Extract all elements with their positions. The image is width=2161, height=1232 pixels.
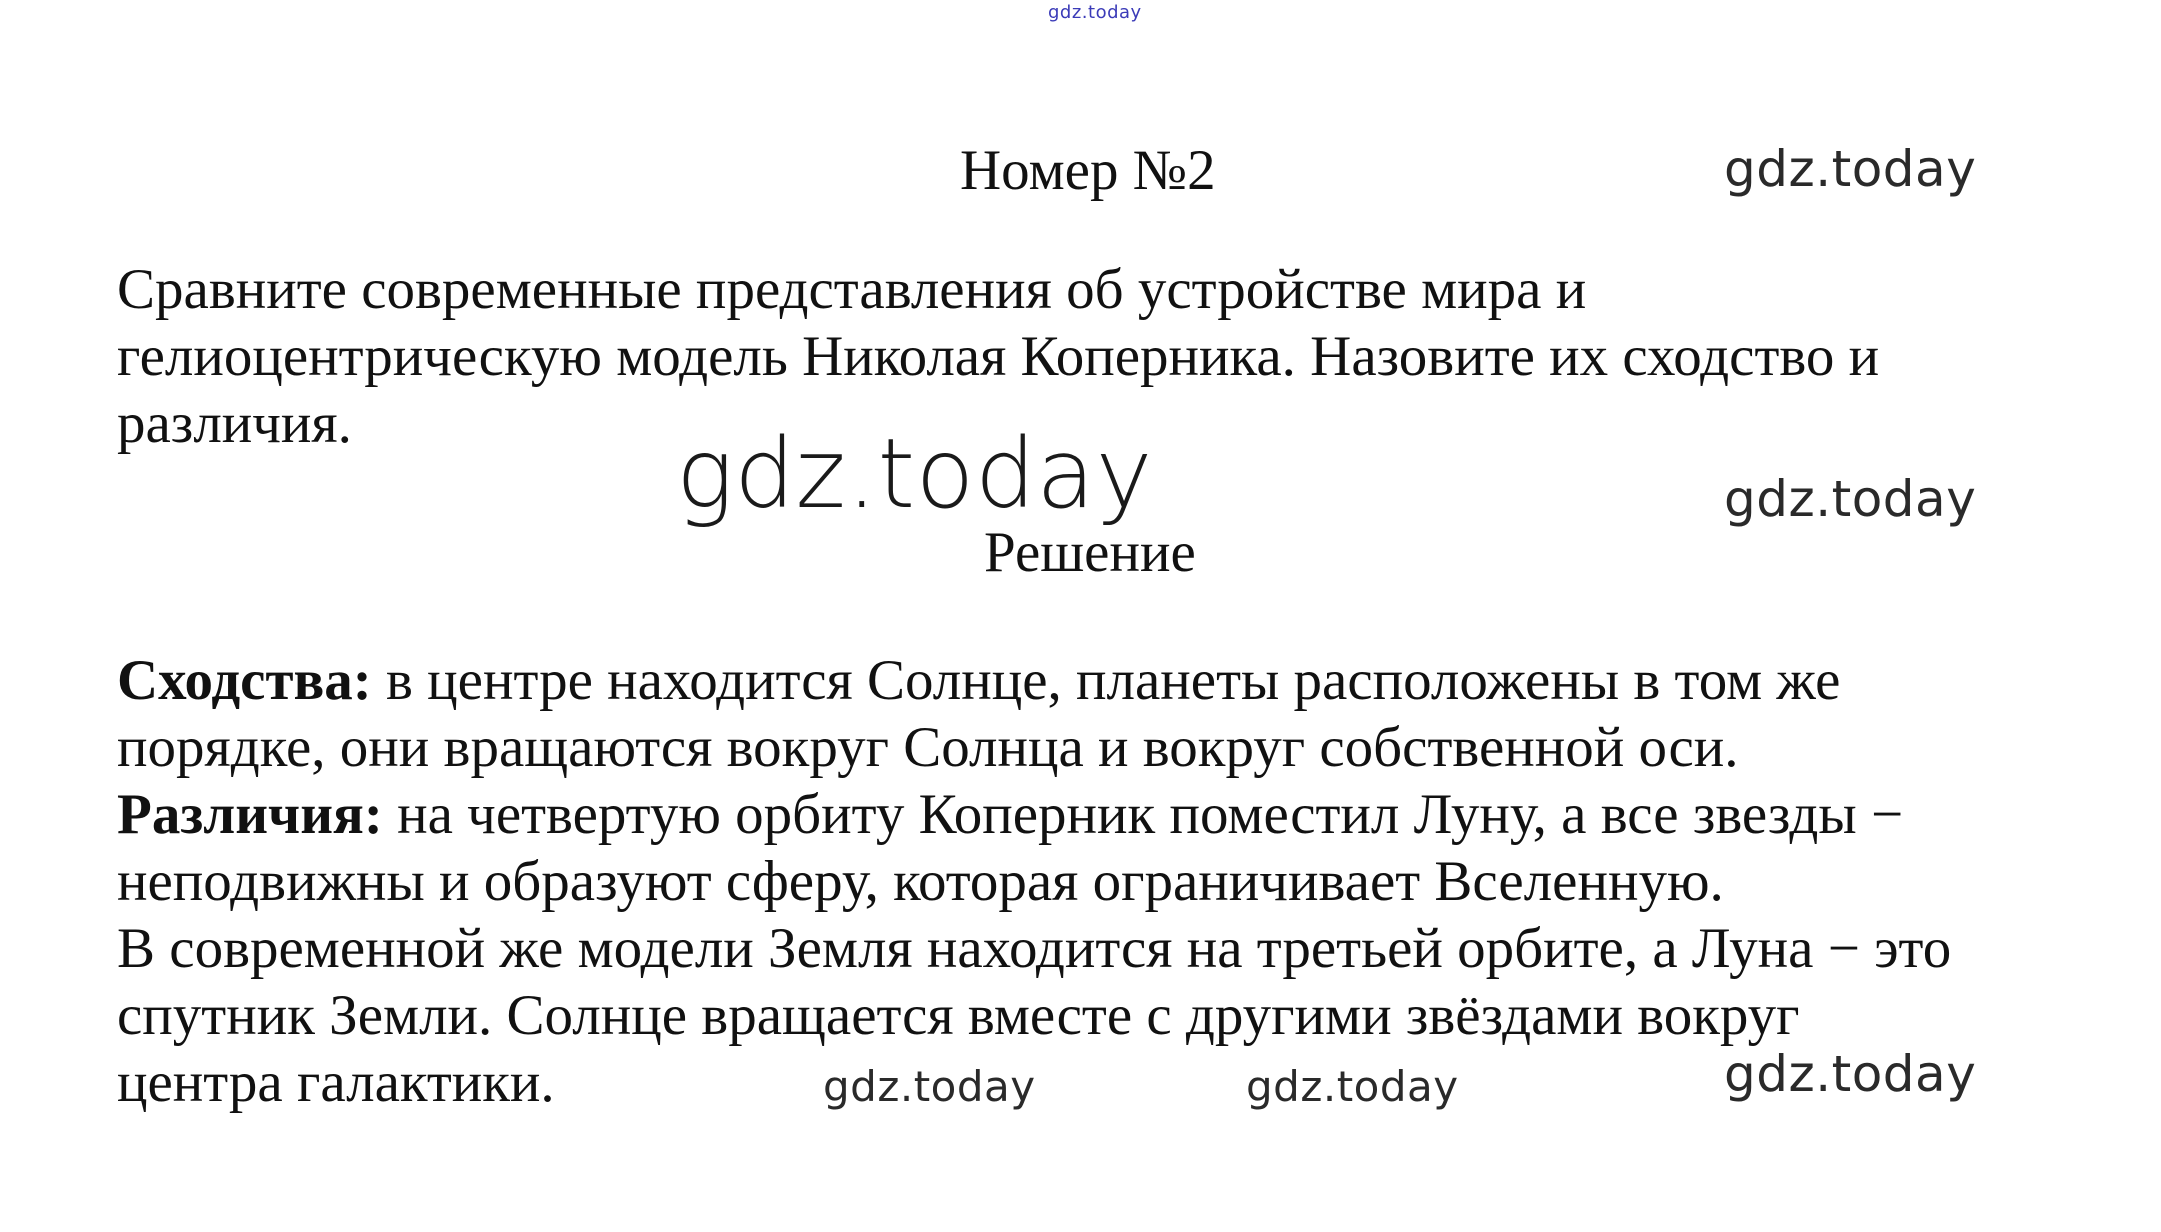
solution-heading: Решение (984, 521, 1196, 584)
question-text (117, 256, 2077, 457)
watermark-bottom-1: gdz.today (823, 1062, 1036, 1111)
page-title: Номер №2 (960, 139, 1216, 202)
watermark-top: gdz.today (1048, 2, 1142, 23)
answer-line: В современной же модели Земля находится на третьей орбите, а Луна − это (117, 917, 1952, 980)
answer-line: неподвижны и образуют сферу, которая ограничивает Вселенную. (117, 850, 1724, 913)
similarities-label: Сходства: (117, 649, 372, 712)
answer-line: центра галактики. (117, 1051, 555, 1114)
answer-line: в центре находится Солнце, планеты расположены в том же (371, 649, 1841, 712)
differences-label: Различия: (117, 783, 383, 846)
question-line: Сравните современные представления об устройстве мира и (117, 258, 1587, 321)
answer-text (117, 647, 2107, 1116)
watermark-bottom-3: gdz.today (1724, 1045, 1977, 1103)
answer-line: порядке, они вращаются вокруг Солнца и вокруг собственной оси. (117, 716, 1739, 779)
question-line: различия. (117, 392, 352, 455)
answer-line: спутник Земли. Солнце вращается вместе с другими звёздами вокруг (117, 984, 1800, 1047)
watermark-right-1: gdz.today (1724, 140, 1977, 198)
answer-line: на четвертую орбиту Коперник поместил Луну, а все звезды − (382, 783, 1904, 846)
watermark-right-2: gdz.today (1724, 470, 1977, 528)
question-line: гелиоцентрическую модель Николая Коперника. Назовите их сходство и (117, 325, 1880, 388)
watermark-center-big: gdz.today (676, 418, 1153, 530)
watermark-bottom-2: gdz.today (1246, 1062, 1459, 1111)
